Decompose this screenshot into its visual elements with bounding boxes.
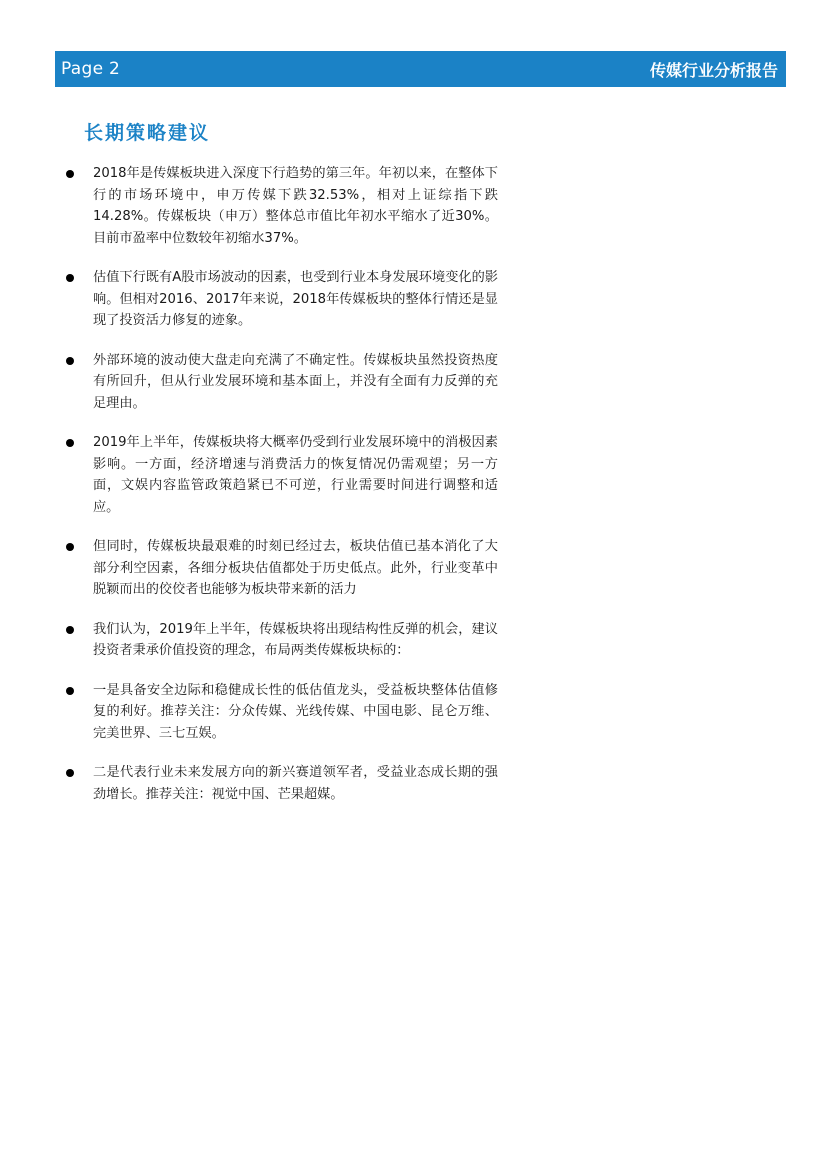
section-heading: 长期策略建议 <box>84 122 211 144</box>
bullet-list <box>66 163 498 823</box>
bullet-icon <box>66 274 74 282</box>
page-number: Page 2 <box>61 59 121 79</box>
list-item <box>66 163 498 249</box>
bullet-icon <box>66 439 74 447</box>
list-item <box>66 619 498 662</box>
bullet-icon <box>66 357 74 365</box>
list-item <box>66 350 498 415</box>
bullet-icon <box>66 626 74 634</box>
header-bar <box>55 51 786 87</box>
list-item-text: 2019年上半年，传媒板块将大概率仍受到行业发展环境中的消极因素影响。一方面，经济增速与消费活力的恢复情况仍需观望；另一方面，文娱内容监管政策趋紧已不可逆，行业需要时间进行调整和适应。 <box>93 435 498 515</box>
bullet-icon <box>66 543 74 551</box>
list-item-text: 我们认为，2019年上半年，传媒板块将出现结构性反弹的机会，建议投资者秉承价值投资的理念，布局两类传媒板块标的： <box>93 621 498 658</box>
list-item-text: 2018年是传媒板块进入深度下行趋势的第三年。年初以来，在整体下行的市场环境中，申万传媒下跌32.53%，相对上证综指下跌14.28%。传媒板块（申万）整体总市值比年初水平缩水了近30%。目前市盈率中位数较年初缩水37%。 <box>93 166 498 246</box>
bullet-icon <box>66 170 74 178</box>
list-item-text: 估值下行既有A股市场波动的因素，也受到行业本身发展环境变化的影响。但相对2016、2017年来说，2018年传媒板块的整体行情还是显现了投资活力修复的迹象。 <box>93 270 498 328</box>
list-item <box>66 680 498 745</box>
list-item <box>66 536 498 601</box>
list-item-text: 一是具备安全边际和稳健成长性的低估值龙头，受益板块整体估值修复的利好。推荐关注：分众传媒、光线传媒、中国电影、昆仑万维、完美世界、三七互娱。 <box>93 682 498 741</box>
list-item-text: 但同时，传媒板块最艰难的时刻已经过去，板块估值已基本消化了大部分利空因素，各细分板块估值都处于历史低点。此外，行业变革中脱颖而出的佼佼者也能够为板块带来新的活力 <box>93 539 498 597</box>
list-item-text: 外部环境的波动使大盘走向充满了不确定性。传媒板块虽然投资热度有所回升，但从行业发展环境和基本面上，并没有全面有力反弹的充足理由。 <box>93 352 498 411</box>
report-title: 传媒行业分析报告 <box>649 60 778 80</box>
bullet-icon <box>66 769 74 777</box>
list-item <box>66 267 498 332</box>
bullet-icon <box>66 687 74 695</box>
list-item <box>66 762 498 805</box>
list-item <box>66 432 498 518</box>
list-item-text: 二是代表行业未来发展方向的新兴赛道领军者，受益业态成长期的强劲增长。推荐关注：视觉中国、芒果超媒。 <box>93 765 498 802</box>
